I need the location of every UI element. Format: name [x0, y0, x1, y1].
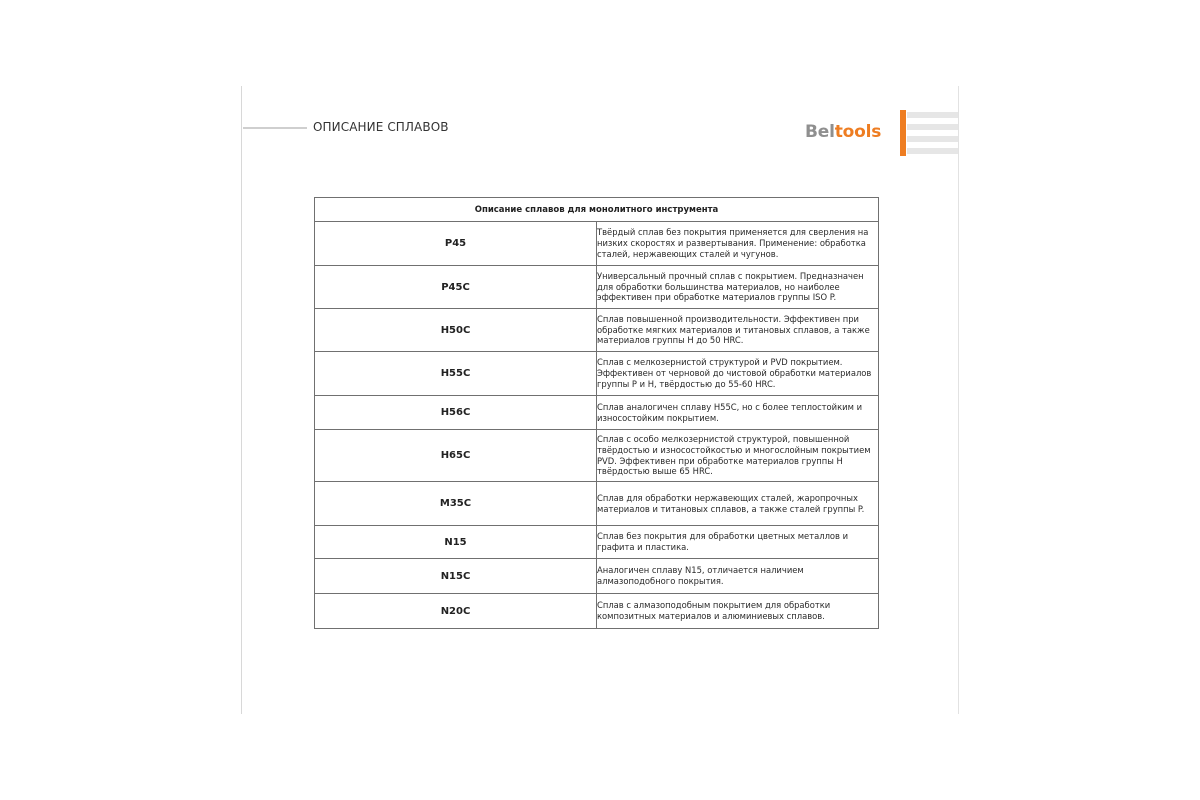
alloy-description: Сплав аналогичен сплаву H55C, но с более теплостойким и износостойким покрытием. — [597, 396, 879, 430]
table-row — [315, 396, 879, 430]
brand-logo — [805, 122, 881, 142]
alloy-description: Сплав с алмазоподобным покрытием для обработки композитных материалов и алюминиевых сплавов. — [597, 594, 879, 629]
page-border-right — [958, 86, 959, 714]
alloy-description: Сплав для обработки нержавеющих сталей, жаропрочных материалов и титановых сплавов, а также сталей группы P. — [597, 482, 879, 526]
alloy-code: H55C — [315, 352, 597, 396]
logo-text-part-1: Bel — [805, 122, 835, 142]
alloy-code: M35C — [315, 482, 597, 526]
alloy-description: Универсальный прочный сплав с покрытием. Предназначен для обработки большинства материалов, но наиболее эффективен при обработке материалов группы ISO P. — [597, 266, 879, 309]
alloy-description: Сплав с особо мелкозернистой структурой, повышенной твёрдостью и износостойкостью и многослойным покрытием PVD. Эффективен при обработке материалов группы H твёрдостью выше 65 HRC. — [597, 430, 879, 482]
table-row — [315, 222, 879, 266]
alloy-code: H56C — [315, 396, 597, 430]
alloy-description: Сплав с мелкозернистой структурой и PVD покрытием. Эффективен от черновой до чистовой обработки материалов группы P и H, твёрдостью до 55-60 HRC. — [597, 352, 879, 396]
header-rule — [243, 127, 307, 129]
logo-stripe — [907, 148, 958, 154]
alloy-code: N15C — [315, 559, 597, 594]
logo-stripe — [907, 112, 958, 118]
table-row — [315, 526, 879, 559]
table-row — [315, 482, 879, 526]
logo-stripe — [907, 124, 958, 130]
table-title: Описание сплавов для монолитного инструмента — [315, 198, 879, 222]
alloy-code: P45C — [315, 266, 597, 309]
alloy-code: H50C — [315, 309, 597, 352]
alloy-description: Сплав без покрытия для обработки цветных металлов и графита и пластика. — [597, 526, 879, 559]
alloy-description: Твёрдый сплав без покрытия применяется для сверления на низких скоростях и развертывания. Применение: обработка сталей, нержавеющих сталей и чугунов. — [597, 222, 879, 266]
logo-accent-bar — [900, 110, 906, 156]
table-row — [315, 430, 879, 482]
table-row — [315, 352, 879, 396]
section-title: ОПИСАНИЕ СПЛАВОВ — [313, 120, 449, 134]
page-border-left — [241, 86, 242, 714]
alloy-code: N15 — [315, 526, 597, 559]
table-row — [315, 594, 879, 629]
table-row — [315, 309, 879, 352]
alloy-description: Аналогичен сплаву N15, отличается наличием алмазоподобного покрытия. — [597, 559, 879, 594]
table-row — [315, 559, 879, 594]
alloy-code: H65C — [315, 430, 597, 482]
alloy-code: P45 — [315, 222, 597, 266]
alloy-description: Сплав повышенной производительности. Эффективен при обработке мягких материалов и титановых сплавов, а также материалов группы H до 50 HRC. — [597, 309, 879, 352]
logo-text-part-2: tools — [834, 122, 882, 142]
alloys-table — [314, 197, 879, 629]
table-row — [315, 266, 879, 309]
alloy-code: N20C — [315, 594, 597, 629]
logo-stripe — [907, 136, 958, 142]
